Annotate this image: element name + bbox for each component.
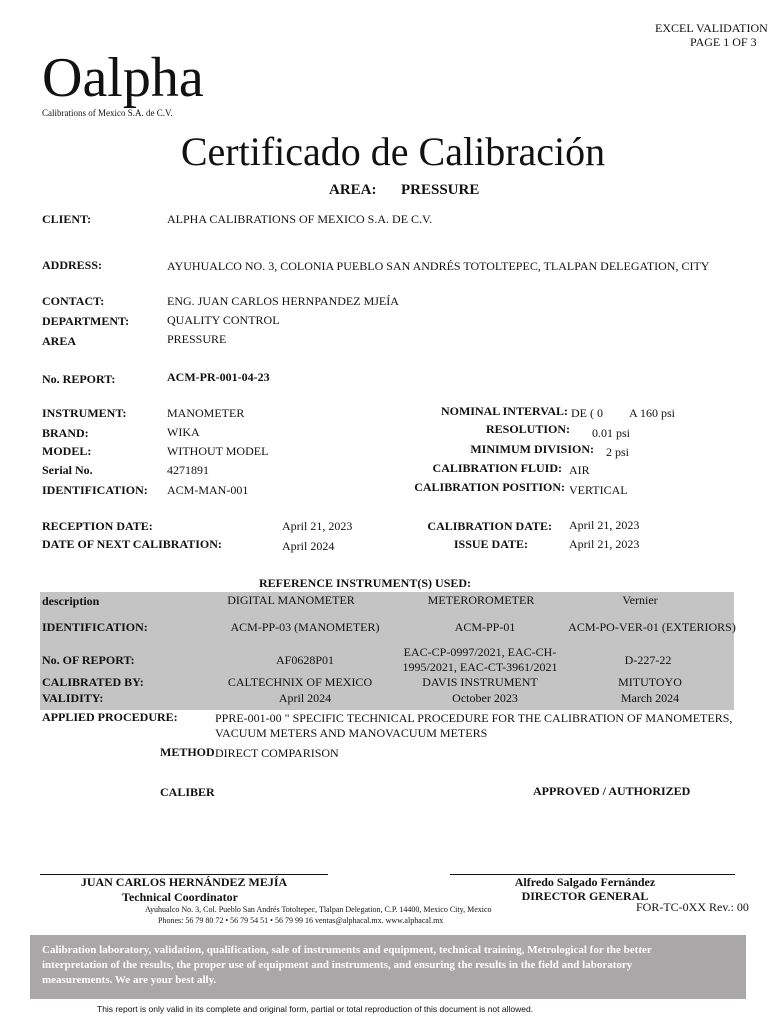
- department-label: DEPARTMENT:: [42, 314, 130, 328]
- instrument-label: INSTRUMENT:: [42, 406, 127, 420]
- report-number-label: No. REPORT:: [42, 372, 116, 386]
- caliber-label: CALIBER: [160, 785, 215, 799]
- instrument-value: MANOMETER: [167, 406, 245, 420]
- model-value: WITHOUT MODEL: [167, 444, 269, 458]
- footer-address: Ayuhualco No. 3, Col. Pueblo San Andrés Totoltepec, Tlalpan Delegation, C.P. 14400, Mexico City, Mexico: [145, 905, 492, 914]
- ref-calibrated-2: DAVIS INSTRUMENT: [422, 675, 538, 689]
- nominal-interval-from: DE ( 0: [571, 406, 603, 420]
- right-signer-role: DIRECTOR GENERAL: [521, 889, 649, 903]
- nominal-interval-to: A 160 psi: [629, 406, 676, 420]
- calibration-date-value: April 21, 2023: [569, 518, 640, 532]
- excel-validation-label: EXCEL VALIDATION: [655, 21, 768, 35]
- issue-date-label: ISSUE DATE:: [453, 537, 528, 551]
- address-label: ADDRESS:: [42, 258, 103, 272]
- ref-report-2-line2: 1995/2021, EAC-CT-3961/2021: [402, 660, 558, 674]
- issue-date-value: April 21, 2023: [569, 537, 640, 551]
- model-label: MODEL:: [42, 444, 92, 458]
- reception-date-label: RECEPTION DATE:: [42, 519, 153, 533]
- contact-label: CONTACT:: [42, 294, 105, 308]
- department-value: QUALITY CONTROL: [167, 313, 280, 327]
- serial-value: 4271891: [167, 463, 209, 477]
- resolution-value: 0.01 psi: [592, 426, 631, 440]
- company-logo: Oalpha: [42, 47, 204, 109]
- calibration-position-value: VERTICAL: [569, 483, 628, 497]
- footer-banner-text: Calibration laboratory, validation, qualification, sale of instruments and equipment, technical training, Metrological for the better interpretation of the results, the proper use of equipment and instruments, and ensuring the results in the field and laboratory measurements. We are your best ally.: [42, 944, 652, 986]
- ref-validity-label: VALIDITY:: [42, 691, 104, 705]
- ref-report-3: D-227-22: [624, 653, 672, 667]
- calibration-date-label: CALIBRATION DATE:: [427, 519, 552, 533]
- method-label: METHOD: [160, 745, 215, 759]
- brand-label: BRAND:: [42, 426, 89, 440]
- area-heading-value: PRESSURE: [401, 182, 480, 198]
- ref-description-label: description: [42, 594, 100, 608]
- method-value: DIRECT COMPARISON: [215, 746, 339, 760]
- minimum-division-label: MINIMUM DIVISION:: [470, 442, 594, 456]
- page-indicator: PAGE 1 OF 3: [690, 35, 757, 49]
- resolution-label: RESOLUTION:: [485, 422, 570, 436]
- left-signer-name: JUAN CARLOS HERNÁNDEZ MEJÍA: [80, 875, 288, 889]
- client-label: CLIENT:: [42, 212, 92, 226]
- ref-calibrated-3: MITUTOYO: [618, 675, 682, 689]
- page-title: Certificado de Calibración: [180, 129, 606, 174]
- ref-identification-1: ACM-PP-03 (MANOMETER): [230, 620, 380, 634]
- applied-procedure-label: APPLIED PROCEDURE:: [42, 710, 178, 724]
- form-code: FOR-TC-0XX Rev.: 00: [636, 900, 749, 914]
- ref-calibrated-1: CALTECHNIX OF MEXICO: [227, 675, 373, 689]
- ref-identification-2: ACM-PP-01: [454, 620, 516, 634]
- company-logo-subtitle: Calibrations of Mexico S.A. de C.V.: [42, 108, 173, 118]
- reference-heading: REFERENCE INSTRUMENT(S) USED:: [259, 576, 472, 590]
- calibration-fluid-label: CALIBRATION FLUID:: [432, 461, 562, 475]
- footer-phones: Phones: 56 79 80 72 • 56 79 54 51 • 56 79 99 16 ventas@alphacal.mx. www.alphacal.mx: [158, 916, 444, 925]
- applied-procedure-line1: PPRE-001-00 " SPECIFIC TECHNICAL PROCEDURE FOR THE CALIBRATION OF MANOMETERS,: [215, 711, 733, 725]
- approved-label: APPROVED / AUTHORIZED: [533, 784, 691, 798]
- ref-validity-2: October 2023: [452, 691, 518, 705]
- identification-value: ACM-MAN-001: [167, 483, 249, 497]
- address-value: AYUHUALCO NO. 3, COLONIA PUEBLO SAN ANDRÉS TOTOLTEPEC, TLALPAN DELEGATION, CITY: [167, 259, 710, 273]
- left-signer-role: Technical Coordinator: [122, 890, 238, 904]
- ref-description-1: DIGITAL MANOMETER: [227, 593, 355, 607]
- nominal-interval-label: NOMINAL INTERVAL:: [440, 404, 568, 418]
- identification-label: IDENTIFICATION:: [42, 483, 148, 497]
- right-signer-name: Alfredo Salgado Fernández: [514, 875, 656, 889]
- ref-report-label: No. OF REPORT:: [42, 653, 135, 667]
- area-label: AREA: [42, 334, 77, 348]
- contact-value: ENG. JUAN CARLOS HERNPANDEZ MJEÍA: [167, 294, 399, 308]
- area-value: PRESSURE: [167, 332, 227, 346]
- ref-validity-3: March 2024: [620, 691, 680, 705]
- next-calibration-label: DATE OF NEXT CALIBRATION:: [42, 537, 222, 551]
- ref-identification-3: ACM-PO-VER-01 (EXTERIORS): [568, 620, 736, 634]
- minimum-division-value: 2 psi: [606, 445, 630, 459]
- applied-procedure-line2: VACUUM METERS AND MANOVACUUM METERS: [215, 726, 488, 740]
- client-value: ALPHA CALIBRATIONS OF MEXICO S.A. DE C.V.: [167, 212, 433, 226]
- ref-description-3: Vernier: [622, 593, 658, 607]
- ref-description-2: METEROROMETER: [427, 593, 535, 607]
- reception-date-value: April 21, 2023: [282, 519, 353, 533]
- next-calibration-value: April 2024: [282, 539, 335, 553]
- area-heading-label: AREA:: [329, 182, 377, 198]
- footer-disclaimer: This report is only valid in its complete and original form, partial or total reproduction of this document is not allowed.: [97, 1004, 534, 1014]
- ref-calibrated-label: CALIBRATED BY:: [42, 675, 144, 689]
- ref-report-1: AF0628P01: [275, 653, 334, 667]
- calibration-fluid-value: AIR: [569, 463, 590, 477]
- ref-validity-1: April 2024: [278, 691, 332, 705]
- calibration-position-label: CALIBRATION POSITION:: [414, 480, 565, 494]
- brand-value: WIKA: [167, 425, 200, 439]
- serial-label: Serial No.: [42, 463, 93, 477]
- report-number-value: ACM-PR-001-04-23: [167, 370, 270, 384]
- ref-report-2-line1: EAC-CP-0997/2021, EAC-CH-: [403, 645, 557, 659]
- ref-identification-label: IDENTIFICATION:: [42, 620, 148, 634]
